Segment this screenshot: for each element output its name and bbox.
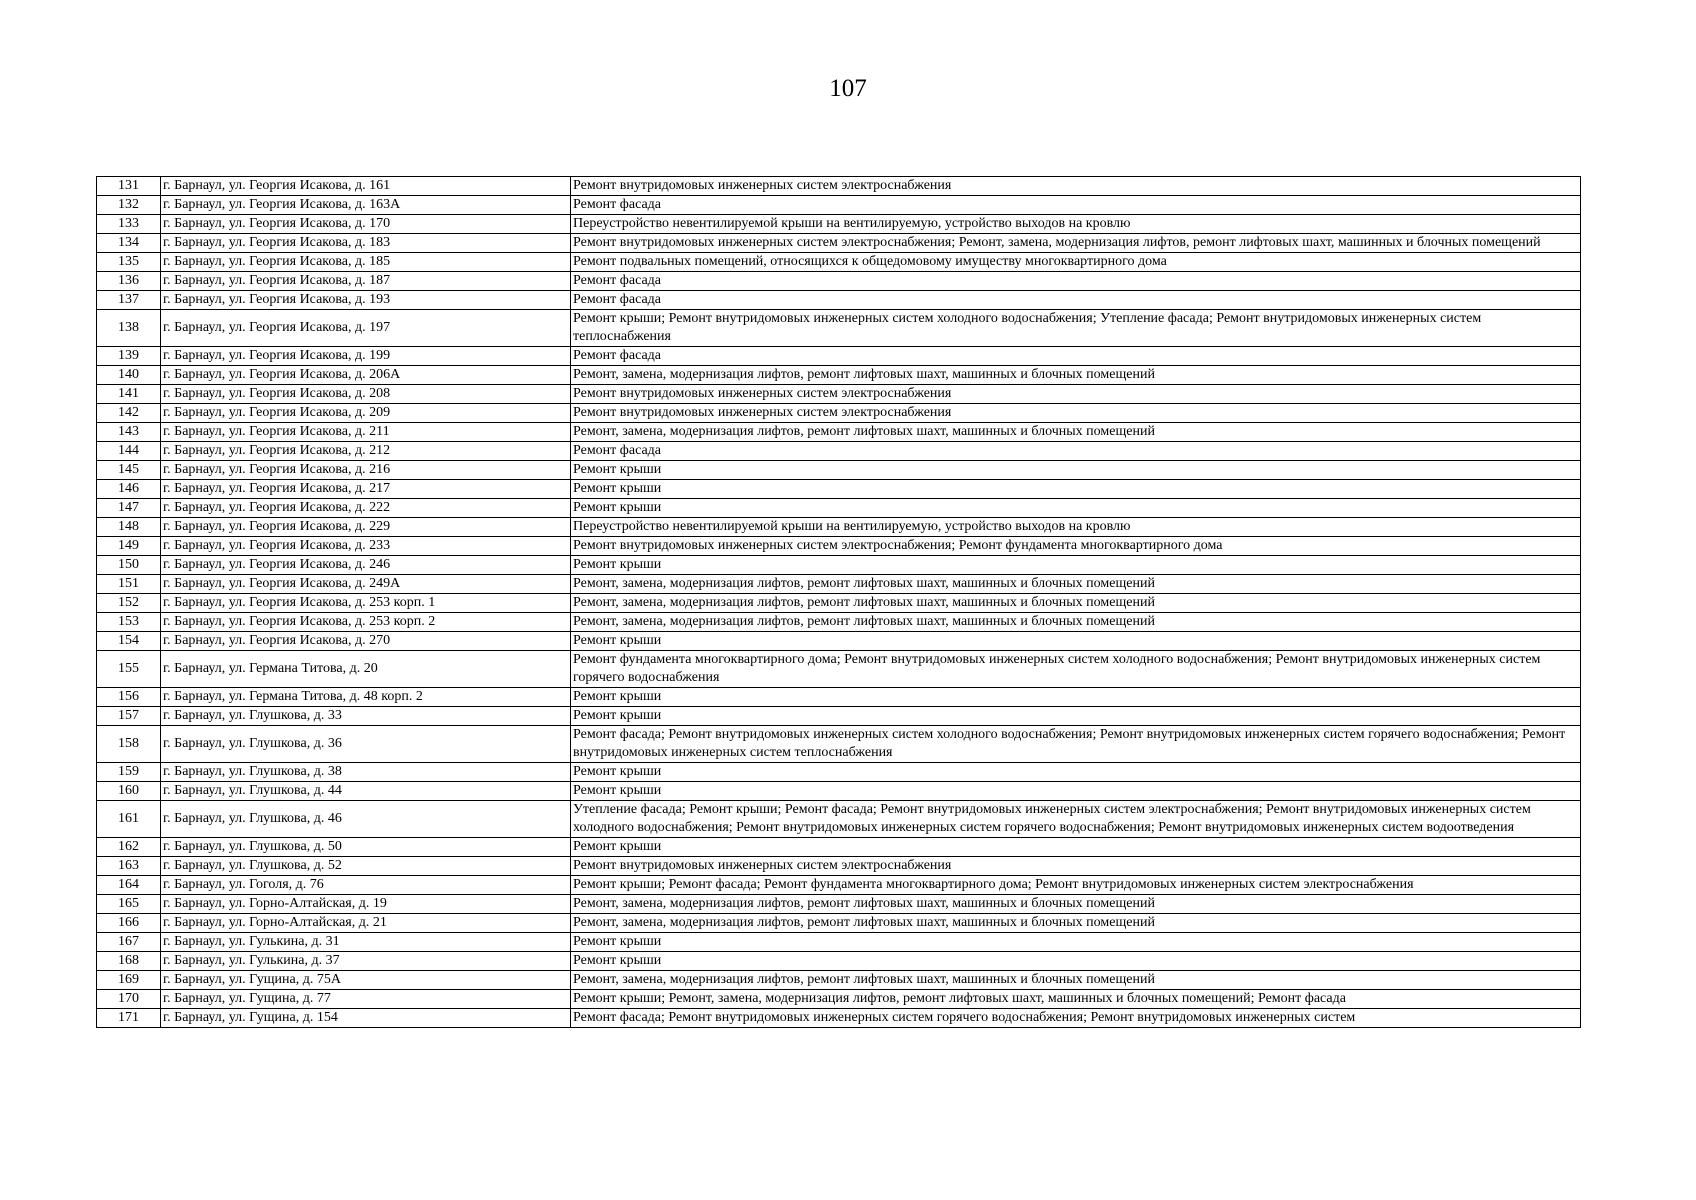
row-number-cell: 135 [97, 253, 161, 272]
works-cell: Ремонт крыши [571, 556, 1581, 575]
row-number-cell: 161 [97, 801, 161, 838]
row-number-cell: 169 [97, 971, 161, 990]
address-cell: г. Барнаул, ул. Георгия Исакова, д. 183 [161, 234, 571, 253]
works-cell: Ремонт, замена, модернизация лифтов, ремонт лифтовых шахт, машинных и блочных помещений [571, 895, 1581, 914]
row-number-cell: 155 [97, 651, 161, 688]
address-cell: г. Барнаул, ул. Георгия Исакова, д. 253 корп. 2 [161, 613, 571, 632]
address-cell: г. Барнаул, ул. Георгия Исакова, д. 229 [161, 518, 571, 537]
row-number-cell: 164 [97, 876, 161, 895]
address-cell: г. Барнаул, ул. Георгия Исакова, д. 209 [161, 404, 571, 423]
address-cell: г. Барнаул, ул. Георгия Исакова, д. 249А [161, 575, 571, 594]
works-cell: Ремонт крыши [571, 499, 1581, 518]
row-number-cell: 166 [97, 914, 161, 933]
row-number-cell: 145 [97, 461, 161, 480]
address-cell: г. Барнаул, ул. Георгия Исакова, д. 222 [161, 499, 571, 518]
address-cell: г. Барнаул, ул. Гулькина, д. 31 [161, 933, 571, 952]
table-row [97, 461, 1581, 480]
works-cell: Ремонт фасада; Ремонт внутридомовых инженерных систем горячего водоснабжения; Ремонт внутридомовых инженерных систем [571, 1009, 1581, 1028]
table-row [97, 423, 1581, 442]
row-number-cell: 168 [97, 952, 161, 971]
row-number-cell: 147 [97, 499, 161, 518]
table-row [97, 914, 1581, 933]
address-cell: г. Барнаул, ул. Георгия Исакова, д. 185 [161, 253, 571, 272]
row-number-cell: 171 [97, 1009, 161, 1028]
works-cell: Ремонт крыши [571, 838, 1581, 857]
table-row [97, 480, 1581, 499]
table-row [97, 518, 1581, 537]
works-cell: Ремонт крыши [571, 632, 1581, 651]
table-row [97, 801, 1581, 838]
table-row [97, 726, 1581, 763]
table-row [97, 272, 1581, 291]
works-cell: Ремонт фасада [571, 442, 1581, 461]
works-cell: Ремонт крыши [571, 763, 1581, 782]
table-row [97, 651, 1581, 688]
address-cell: г. Барнаул, ул. Гущина, д. 75А [161, 971, 571, 990]
row-number-cell: 154 [97, 632, 161, 651]
address-cell: г. Барнаул, ул. Глушкова, д. 33 [161, 707, 571, 726]
works-table [96, 176, 1581, 1028]
row-number-cell: 139 [97, 347, 161, 366]
address-cell: г. Барнаул, ул. Георгия Исакова, д. 199 [161, 347, 571, 366]
address-cell: г. Барнаул, ул. Георгия Исакова, д. 217 [161, 480, 571, 499]
address-cell: г. Барнаул, ул. Георгия Исакова, д. 212 [161, 442, 571, 461]
row-number-cell: 156 [97, 688, 161, 707]
works-cell: Ремонт внутридомовых инженерных систем электроснабжения [571, 385, 1581, 404]
row-number-cell: 148 [97, 518, 161, 537]
works-cell: Ремонт крыши [571, 933, 1581, 952]
address-cell: г. Барнаул, ул. Георгия Исакова, д. 216 [161, 461, 571, 480]
row-number-cell: 163 [97, 857, 161, 876]
table-row [97, 594, 1581, 613]
table-row [97, 196, 1581, 215]
table-row [97, 366, 1581, 385]
works-cell: Ремонт, замена, модернизация лифтов, ремонт лифтовых шахт, машинных и блочных помещений [571, 613, 1581, 632]
table-row [97, 688, 1581, 707]
row-number-cell: 153 [97, 613, 161, 632]
row-number-cell: 143 [97, 423, 161, 442]
table-row [97, 499, 1581, 518]
address-cell: г. Барнаул, ул. Гущина, д. 77 [161, 990, 571, 1009]
row-number-cell: 160 [97, 782, 161, 801]
table-row [97, 310, 1581, 347]
works-cell: Ремонт фасада [571, 347, 1581, 366]
table-row [97, 253, 1581, 272]
row-number-cell: 159 [97, 763, 161, 782]
works-cell: Ремонт, замена, модернизация лифтов, ремонт лифтовых шахт, машинных и блочных помещений [571, 594, 1581, 613]
works-cell: Ремонт фасада [571, 196, 1581, 215]
address-cell: г. Барнаул, ул. Георгия Исакова, д. 208 [161, 385, 571, 404]
address-cell: г. Барнаул, ул. Глушкова, д. 36 [161, 726, 571, 763]
table-row [97, 404, 1581, 423]
table-row [97, 537, 1581, 556]
table-row [97, 613, 1581, 632]
address-cell: г. Барнаул, ул. Германа Титова, д. 48 корп. 2 [161, 688, 571, 707]
address-cell: г. Барнаул, ул. Георгия Исакова, д. 211 [161, 423, 571, 442]
row-number-cell: 170 [97, 990, 161, 1009]
works-cell: Ремонт крыши; Ремонт фасада; Ремонт фундамента многоквартирного дома; Ремонт внутридомовых инженерных систем электроснабжения [571, 876, 1581, 895]
address-cell: г. Барнаул, ул. Гущина, д. 154 [161, 1009, 571, 1028]
row-number-cell: 137 [97, 291, 161, 310]
row-number-cell: 138 [97, 310, 161, 347]
row-number-cell: 146 [97, 480, 161, 499]
table-row [97, 234, 1581, 253]
table-row [97, 707, 1581, 726]
row-number-cell: 151 [97, 575, 161, 594]
table-row [97, 385, 1581, 404]
row-number-cell: 150 [97, 556, 161, 575]
address-cell: г. Барнаул, ул. Георгия Исакова, д. 206А [161, 366, 571, 385]
works-cell: Ремонт внутридомовых инженерных систем электроснабжения [571, 177, 1581, 196]
address-cell: г. Барнаул, ул. Георгия Исакова, д. 197 [161, 310, 571, 347]
row-number-cell: 131 [97, 177, 161, 196]
address-cell: г. Барнаул, ул. Георгия Исакова, д. 193 [161, 291, 571, 310]
table-row [97, 895, 1581, 914]
works-cell: Ремонт подвальных помещений, относящихся к общедомовому имуществу многоквартирного дома [571, 253, 1581, 272]
address-cell: г. Барнаул, ул. Глушкова, д. 52 [161, 857, 571, 876]
address-cell: г. Барнаул, ул. Глушкова, д. 38 [161, 763, 571, 782]
table-row [97, 857, 1581, 876]
table-row [97, 291, 1581, 310]
works-cell: Ремонт крыши [571, 782, 1581, 801]
works-table-body [97, 177, 1581, 1028]
works-cell: Ремонт внутридомовых инженерных систем электроснабжения [571, 404, 1581, 423]
table-row [97, 632, 1581, 651]
works-cell: Ремонт фундамента многоквартирного дома; Ремонт внутридомовых инженерных систем холодного водоснабжения; Ремонт внутридомовых инженерных систем горячего водоснабжения [571, 651, 1581, 688]
address-cell: г. Барнаул, ул. Глушкова, д. 44 [161, 782, 571, 801]
works-cell: Ремонт крыши; Ремонт, замена, модернизация лифтов, ремонт лифтовых шахт, машинных и блочных помещений; Ремонт фасада [571, 990, 1581, 1009]
works-cell: Ремонт, замена, модернизация лифтов, ремонт лифтовых шахт, машинных и блочных помещений [571, 914, 1581, 933]
works-cell: Ремонт крыши [571, 688, 1581, 707]
row-number-cell: 157 [97, 707, 161, 726]
row-number-cell: 140 [97, 366, 161, 385]
works-cell: Ремонт внутридомовых инженерных систем электроснабжения; Ремонт, замена, модернизация лифтов, ремонт лифтовых шахт, машинных и блочных помещений [571, 234, 1581, 253]
works-cell: Ремонт, замена, модернизация лифтов, ремонт лифтовых шахт, машинных и блочных помещений [571, 423, 1581, 442]
row-number-cell: 142 [97, 404, 161, 423]
address-cell: г. Барнаул, ул. Георгия Исакова, д. 270 [161, 632, 571, 651]
address-cell: г. Барнаул, ул. Гоголя, д. 76 [161, 876, 571, 895]
row-number-cell: 141 [97, 385, 161, 404]
works-cell: Переустройство невентилируемой крыши на вентилируемую, устройство выходов на кровлю [571, 518, 1581, 537]
table-row [97, 575, 1581, 594]
table-row [97, 556, 1581, 575]
table-row [97, 215, 1581, 234]
works-cell: Ремонт, замена, модернизация лифтов, ремонт лифтовых шахт, машинных и блочных помещений [571, 971, 1581, 990]
address-cell: г. Барнаул, ул. Гулькина, д. 37 [161, 952, 571, 971]
row-number-cell: 136 [97, 272, 161, 291]
works-cell: Ремонт крыши [571, 707, 1581, 726]
address-cell: г. Барнаул, ул. Глушкова, д. 46 [161, 801, 571, 838]
works-cell: Ремонт фасада [571, 272, 1581, 291]
works-cell: Ремонт, замена, модернизация лифтов, ремонт лифтовых шахт, машинных и блочных помещений [571, 575, 1581, 594]
row-number-cell: 149 [97, 537, 161, 556]
address-cell: г. Барнаул, ул. Георгия Исакова, д. 163А [161, 196, 571, 215]
address-cell: г. Барнаул, ул. Георгия Исакова, д. 253 корп. 1 [161, 594, 571, 613]
address-cell: г. Барнаул, ул. Георгия Исакова, д. 233 [161, 537, 571, 556]
row-number-cell: 134 [97, 234, 161, 253]
table-row [97, 347, 1581, 366]
table-row [97, 782, 1581, 801]
address-cell: г. Барнаул, ул. Глушкова, д. 50 [161, 838, 571, 857]
row-number-cell: 162 [97, 838, 161, 857]
page-number: 107 [829, 75, 867, 102]
row-number-cell: 133 [97, 215, 161, 234]
works-cell: Ремонт крыши [571, 461, 1581, 480]
address-cell: г. Барнаул, ул. Горно-Алтайская, д. 19 [161, 895, 571, 914]
works-cell: Ремонт фасада; Ремонт внутридомовых инженерных систем холодного водоснабжения; Ремонт внутридомовых инженерных систем горячего водоснабжения; Ремонт внутридомовых инженерных систем теплоснабжения [571, 726, 1581, 763]
table-row [97, 933, 1581, 952]
row-number-cell: 144 [97, 442, 161, 461]
works-cell: Переустройство невентилируемой крыши на вентилируемую, устройство выходов на кровлю [571, 215, 1581, 234]
address-cell: г. Барнаул, ул. Георгия Исакова, д. 161 [161, 177, 571, 196]
row-number-cell: 165 [97, 895, 161, 914]
table-row [97, 971, 1581, 990]
address-cell: г. Барнаул, ул. Германа Титова, д. 20 [161, 651, 571, 688]
works-cell: Ремонт крыши; Ремонт внутридомовых инженерных систем холодного водоснабжения; Утепление фасада; Ремонт внутридомовых инженерных систем теплоснабжения [571, 310, 1581, 347]
table-row [97, 952, 1581, 971]
address-cell: г. Барнаул, ул. Георгия Исакова, д. 170 [161, 215, 571, 234]
row-number-cell: 158 [97, 726, 161, 763]
row-number-cell: 167 [97, 933, 161, 952]
works-cell: Утепление фасада; Ремонт крыши; Ремонт фасада; Ремонт внутридомовых инженерных систем электроснабжения; Ремонт внутридомовых инженерных систем холодного водоснабжения; Ремонт внутридомовых инженерных систем горячего водоснабжения; Ремонт внутридомовых инженерных систем водоотведения [571, 801, 1581, 838]
row-number-cell: 132 [97, 196, 161, 215]
table-row [97, 838, 1581, 857]
table-row [97, 1009, 1581, 1028]
works-cell: Ремонт крыши [571, 952, 1581, 971]
table-row [97, 442, 1581, 461]
address-cell: г. Барнаул, ул. Георгия Исакова, д. 246 [161, 556, 571, 575]
table-row [97, 876, 1581, 895]
works-cell: Ремонт внутридомовых инженерных систем электроснабжения; Ремонт фундамента многоквартирного дома [571, 537, 1581, 556]
table-row [97, 177, 1581, 196]
table-row [97, 763, 1581, 782]
works-cell: Ремонт крыши [571, 480, 1581, 499]
row-number-cell: 152 [97, 594, 161, 613]
works-cell: Ремонт, замена, модернизация лифтов, ремонт лифтовых шахт, машинных и блочных помещений [571, 366, 1581, 385]
address-cell: г. Барнаул, ул. Георгия Исакова, д. 187 [161, 272, 571, 291]
works-cell: Ремонт внутридомовых инженерных систем электроснабжения [571, 857, 1581, 876]
address-cell: г. Барнаул, ул. Горно-Алтайская, д. 21 [161, 914, 571, 933]
table-row [97, 990, 1581, 1009]
works-cell: Ремонт фасада [571, 291, 1581, 310]
